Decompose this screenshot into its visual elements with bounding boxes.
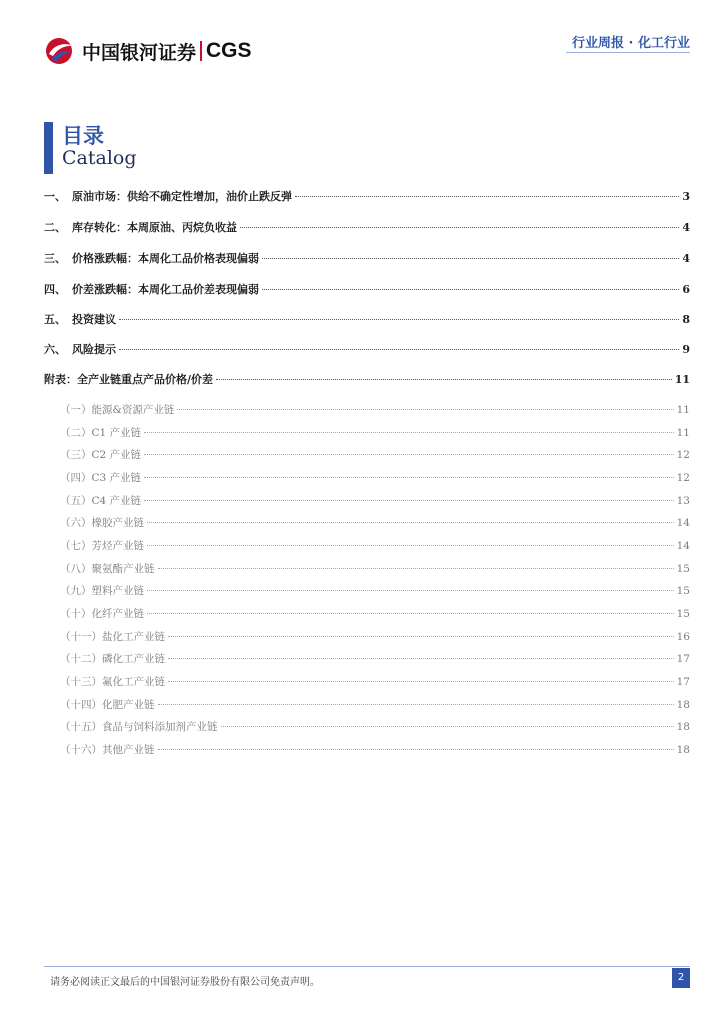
page-number: 2 xyxy=(672,968,690,988)
toc-page: 15 xyxy=(676,608,690,620)
toc-page: 17 xyxy=(676,676,690,688)
toc-leader xyxy=(177,398,673,410)
toc-page: 15 xyxy=(676,563,690,575)
toc-number: 三、 xyxy=(44,252,66,265)
toc-subtitle: C4 产业链 xyxy=(91,495,142,507)
toc-entry-2[interactable] xyxy=(44,219,690,239)
toc-subentry[interactable] xyxy=(60,673,690,693)
toc-subtitle: 塑料产业链 xyxy=(91,585,144,597)
toc-leader xyxy=(168,670,674,682)
toc-subnumber: （四） xyxy=(60,472,92,484)
toc-subentry[interactable] xyxy=(60,696,690,716)
toc-page: 17 xyxy=(676,653,690,665)
toc-title: 原油市场：供给不确定性增加，油价止跌反弹 xyxy=(72,190,292,203)
toc-subnumber: （三） xyxy=(60,449,92,461)
toc-subentry[interactable] xyxy=(60,537,690,557)
toc-subentry[interactable] xyxy=(60,401,690,421)
toc-subnumber: （十二） xyxy=(60,653,102,665)
toc-leader xyxy=(158,693,674,705)
report-type: 行业周报 · 化工行业 xyxy=(572,36,690,51)
toc-leader xyxy=(158,738,674,750)
toc-subnumber: （十五） xyxy=(60,721,102,733)
toc-number: 五、 xyxy=(44,313,66,326)
toc-leader xyxy=(158,557,674,569)
toc-subtitle: 盐化工产业链 xyxy=(102,631,165,643)
toc-subtitle: 其他产业链 xyxy=(102,744,155,756)
header-divider xyxy=(566,52,690,53)
toc-subnumber: （十六） xyxy=(60,744,102,756)
brand-name-cn: 中国银河证券 xyxy=(82,41,197,64)
toc-number: 六、 xyxy=(44,343,66,356)
toc-entry-5[interactable] xyxy=(44,311,690,331)
toc-subnumber: （一） xyxy=(60,404,92,416)
toc-title: 投资建议 xyxy=(72,313,116,326)
title-accent-bar xyxy=(44,122,53,174)
toc-page: 3 xyxy=(682,190,690,203)
toc-leader xyxy=(262,247,679,259)
toc-page: 4 xyxy=(682,221,690,234)
brand-logo xyxy=(44,36,252,66)
toc-subentry[interactable] xyxy=(60,492,690,512)
toc-leader xyxy=(147,534,674,546)
toc-page: 11 xyxy=(676,404,690,416)
toc-leader xyxy=(119,308,679,320)
toc-subentry[interactable] xyxy=(60,514,690,534)
brand-separator xyxy=(200,41,202,61)
toc-page: 11 xyxy=(676,427,690,439)
toc-subtitle: 化肥产业链 xyxy=(102,699,155,711)
toc-page: 8 xyxy=(682,313,690,326)
toc-subtitle: C3 产业链 xyxy=(91,472,142,484)
toc-title: 价差涨跌幅：本周化工品价差表现偏弱 xyxy=(72,283,259,296)
toc-page: 12 xyxy=(676,472,690,484)
toc-subtitle: C1 产业链 xyxy=(91,427,142,439)
toc-entry-appendix[interactable] xyxy=(44,371,690,391)
toc-number: 一、 xyxy=(44,190,66,203)
toc-leader xyxy=(144,466,674,478)
toc-subnumber: （七） xyxy=(60,540,92,552)
toc-page: 4 xyxy=(682,252,690,265)
toc-leader xyxy=(216,368,672,380)
toc-page: 14 xyxy=(676,517,690,529)
toc-page: 14 xyxy=(676,540,690,552)
toc-page: 18 xyxy=(676,699,690,711)
toc-leader xyxy=(168,625,674,637)
toc-page: 15 xyxy=(676,585,690,597)
toc-subentry[interactable] xyxy=(60,628,690,648)
toc-subtitle: 橡胶产业链 xyxy=(91,517,144,529)
toc-subnumber: （十） xyxy=(60,608,92,620)
toc-entry-1[interactable] xyxy=(44,188,690,208)
toc-leader xyxy=(144,421,674,433)
toc-title: 库存转化：本周原油、丙烷负收益 xyxy=(72,221,237,234)
toc-subentry[interactable] xyxy=(60,650,690,670)
toc-number: 二、 xyxy=(44,221,66,234)
toc-subentry[interactable] xyxy=(60,605,690,625)
toc-title: 附表：全产业链重点产品价格/价差 xyxy=(44,373,214,386)
toc-number: 四、 xyxy=(44,283,66,296)
toc-subnumber: （二） xyxy=(60,427,92,439)
toc-page: 12 xyxy=(676,449,690,461)
page-header xyxy=(0,0,724,70)
toc-leader xyxy=(119,338,679,350)
toc-subnumber: （六） xyxy=(60,517,92,529)
toc-subentry[interactable] xyxy=(60,718,690,738)
toc-subnumber: （十一） xyxy=(60,631,102,643)
toc-subnumber: （九） xyxy=(60,585,92,597)
toc-page: 13 xyxy=(676,495,690,507)
toc-page: 18 xyxy=(676,721,690,733)
toc-leader xyxy=(168,647,674,659)
title-en: Catalog xyxy=(62,147,137,169)
toc-subentry[interactable] xyxy=(60,582,690,602)
toc-leader xyxy=(147,602,674,614)
toc-subtitle: 食品与饲料添加剂产业链 xyxy=(102,721,218,733)
toc-entry-3[interactable] xyxy=(44,250,690,270)
toc-leader xyxy=(221,715,674,727)
toc-page: 18 xyxy=(676,744,690,756)
footer-disclaimer: 请务必阅读正文最后的中国银河证券股份有限公司免责声明。 xyxy=(50,977,320,988)
toc-leader xyxy=(147,579,674,591)
toc-leader xyxy=(147,511,674,523)
toc-subentry[interactable] xyxy=(60,560,690,580)
toc-leader xyxy=(240,216,679,228)
toc-title: 风险提示 xyxy=(72,343,116,356)
toc-leader xyxy=(144,489,674,501)
toc-subtitle: 能源&资源产业链 xyxy=(91,404,175,416)
toc-page: 16 xyxy=(676,631,690,643)
toc-leader xyxy=(262,278,679,290)
toc-subnumber: （八） xyxy=(60,563,92,575)
toc-page: 11 xyxy=(674,373,690,386)
toc-subentry[interactable] xyxy=(60,469,690,489)
toc-subentry[interactable] xyxy=(60,424,690,444)
toc-title: 价格涨跌幅：本周化工品价格表现偏弱 xyxy=(72,252,259,265)
toc-subnumber: （十三） xyxy=(60,676,102,688)
toc-subentry[interactable] xyxy=(60,741,690,761)
toc-subnumber: （十四） xyxy=(60,699,102,711)
toc-subtitle: C2 产业链 xyxy=(91,449,142,461)
toc-subtitle: 化纤产业链 xyxy=(91,608,144,620)
galaxy-logo-icon xyxy=(44,36,76,66)
toc-subtitle: 氟化工产业链 xyxy=(102,676,165,688)
toc-subtitle: 芳烃产业链 xyxy=(91,540,144,552)
toc-page: 9 xyxy=(682,343,690,356)
toc-page: 6 xyxy=(682,283,690,296)
footer-divider xyxy=(44,966,690,967)
toc-entry-4[interactable] xyxy=(44,281,690,301)
title-cn: 目录 xyxy=(62,124,104,148)
toc-subtitle: 磷化工产业链 xyxy=(102,653,165,665)
toc-subnumber: （五） xyxy=(60,495,92,507)
toc-subentry[interactable] xyxy=(60,446,690,466)
toc-leader xyxy=(295,185,679,197)
brand-name-en: CGS xyxy=(206,39,252,62)
toc-subtitle: 聚氨酯产业链 xyxy=(91,563,155,575)
toc-leader xyxy=(144,443,674,455)
toc-entry-6[interactable] xyxy=(44,341,690,361)
